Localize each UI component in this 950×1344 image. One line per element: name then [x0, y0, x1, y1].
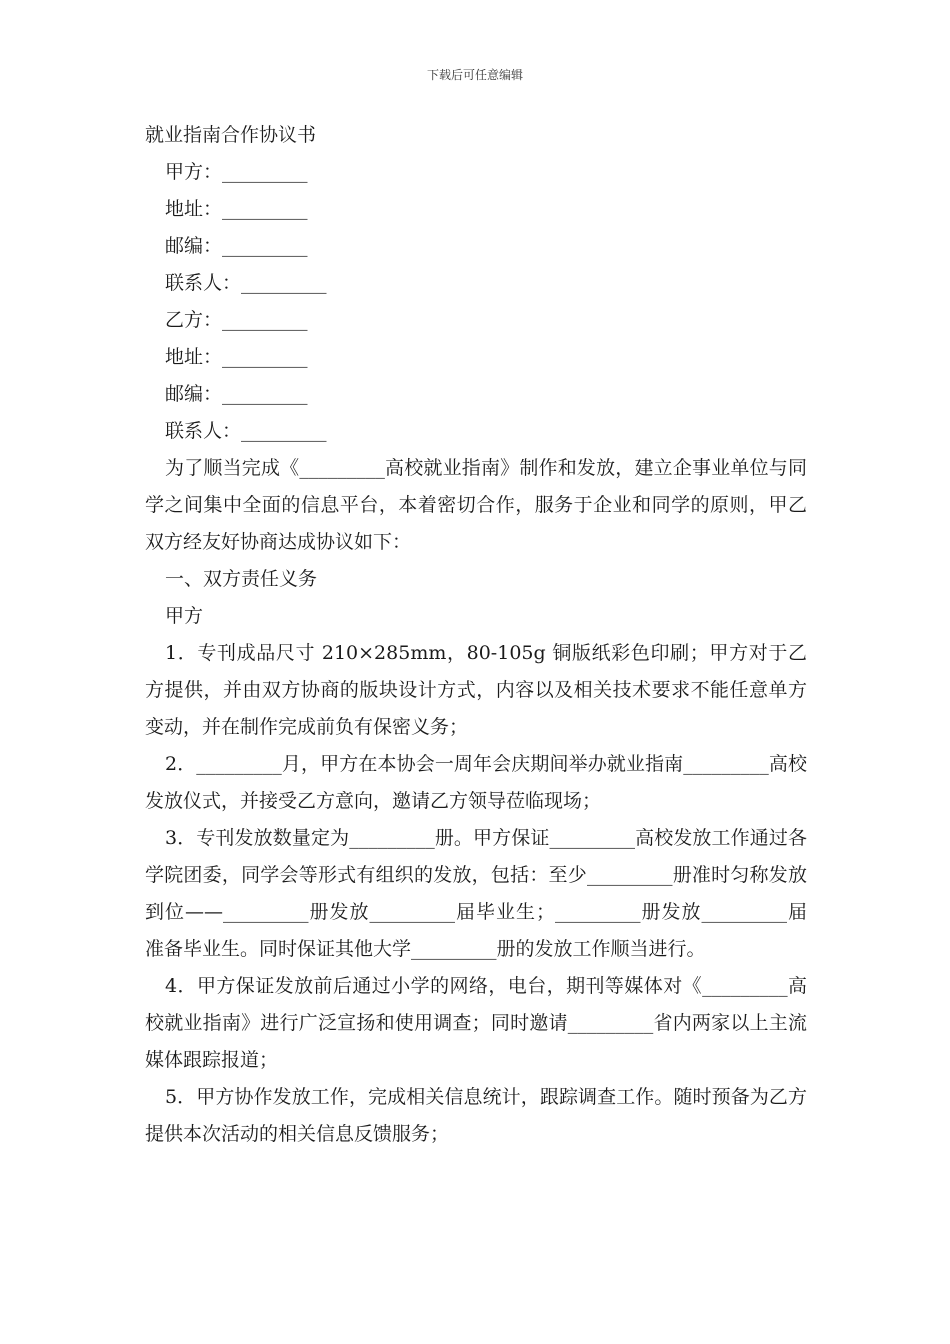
document-body	[145, 117, 807, 1153]
section-heading: 一、双方责任义务	[165, 568, 318, 590]
page-header: 下载后可任意编辑	[426, 68, 523, 82]
field-party-b: 乙方：_________	[165, 309, 308, 331]
field-contact-a: 联系人：_________	[165, 272, 327, 294]
clause-2: 2．_________月，甲方在本协会一周年会庆期间举办就业指南_________高校发放仪式，并接受乙方意向，邀请乙方领导莅临现场；	[145, 753, 807, 812]
clause-5: 5．甲方协作发放工作，完成相关信息统计，跟踪调查工作。随时预备为乙方提供本次活动的相关信息反馈服务；	[145, 1086, 807, 1145]
field-party-a: 甲方：_________	[165, 161, 308, 183]
document-title: 就业指南合作协议书	[145, 124, 317, 146]
field-contact-b: 联系人：_________	[165, 420, 327, 442]
clause-3: 3．专刊发放数量定为_________册。甲方保证_________高校发放工作通过各学院团委，同学会等形式有组织的发放，包括：至少_________册准时匀称发放到位——_________册发放_________届毕业生；_________册发放_________届准备毕业生。同时保证其他大学_________册的发放工作顺当进行。	[145, 827, 807, 960]
party-a-heading: 甲方	[165, 605, 204, 627]
field-postcode-a: 邮编：_________	[165, 235, 308, 257]
field-postcode-b: 邮编：_________	[165, 383, 308, 405]
intro-paragraph: 为了顺当完成《_________高校就业指南》制作和发放，建立企事业单位与同学之间集中全面的信息平台，本着密切合作，服务于企业和同学的原则，甲乙双方经友好协商达成协议如下：	[145, 457, 807, 553]
field-address-a: 地址：_________	[165, 198, 308, 220]
clause-4: 4．甲方保证发放前后通过小学的网络，电台，期刊等媒体对《_________高校就业指南》进行广泛宣扬和使用调查；同时邀请_________省内两家以上主流媒体跟踪报道；	[145, 975, 807, 1071]
clause-1: 1．专刊成品尺寸 210×285mm，80-105g 铜版纸彩色印刷；甲方对于乙方提供，并由双方协商的版块设计方式，内容以及相关技术要求不能任意单方变动，并在制作完成前负有保密义务；	[145, 642, 807, 738]
field-address-b: 地址：_________	[165, 346, 308, 368]
